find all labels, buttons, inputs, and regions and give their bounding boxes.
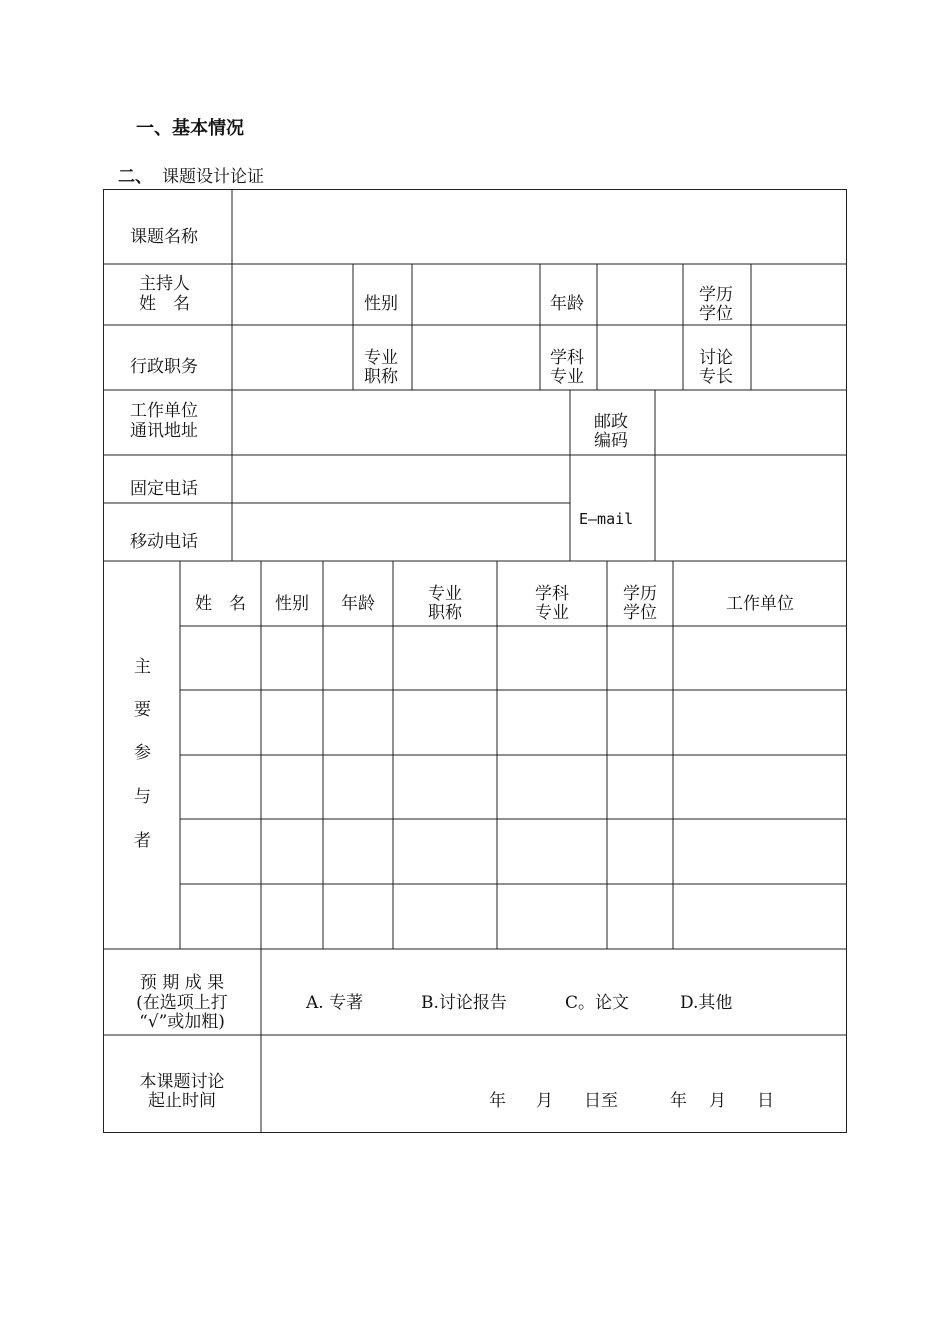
section-number: 二、 bbox=[118, 167, 152, 187]
col-header-major-line1: 学科 bbox=[535, 584, 569, 604]
side-label-char-3: 参 bbox=[134, 743, 151, 763]
period-end-year: 年 bbox=[670, 1091, 687, 1111]
period-start-month: 月 bbox=[536, 1091, 553, 1111]
section-title: 课题设计论证 bbox=[162, 167, 264, 187]
label-host-line2: 姓 名 bbox=[139, 294, 190, 314]
outcome-option-d[interactable]: D.其他 bbox=[680, 993, 733, 1013]
label-landline: 固定电话 bbox=[130, 479, 198, 499]
major-field[interactable] bbox=[600, 328, 680, 387]
application-form-table bbox=[103, 189, 847, 1133]
label-research-line1: 讨论 bbox=[699, 348, 733, 368]
topic-name-field[interactable] bbox=[235, 192, 843, 261]
landline-field[interactable] bbox=[235, 458, 567, 500]
label-postcode-line2: 编码 bbox=[594, 431, 628, 451]
outcome-option-c[interactable]: C。论文 bbox=[565, 993, 630, 1013]
label-topic-name: 课题名称 bbox=[130, 227, 198, 247]
postcode-field[interactable] bbox=[658, 393, 843, 452]
side-label-char-2: 要 bbox=[134, 700, 151, 720]
side-label-char-5: 者 bbox=[134, 831, 151, 851]
col-header-age: 年龄 bbox=[341, 594, 375, 614]
col-header-gender: 性别 bbox=[275, 594, 309, 614]
label-major-line2: 专业 bbox=[550, 367, 584, 387]
col-header-major-line2: 专业 bbox=[535, 603, 569, 623]
section-heading-basic-info: 一、基本情况 bbox=[136, 118, 244, 139]
period-start-year: 年 bbox=[489, 1091, 506, 1111]
label-email: E—mail bbox=[579, 510, 634, 528]
address-field[interactable] bbox=[235, 393, 567, 452]
col-header-edu-line2: 学位 bbox=[623, 603, 657, 623]
col-header-edu-line1: 学历 bbox=[623, 584, 657, 604]
label-postcode-line1: 邮政 bbox=[594, 412, 628, 432]
label-admin-post: 行政职务 bbox=[130, 357, 198, 377]
label-unit-line1: 工作单位 bbox=[130, 401, 198, 421]
label-age: 年龄 bbox=[550, 294, 584, 314]
label-mobile: 移动电话 bbox=[130, 532, 198, 552]
period-label-line2: 起止时间 bbox=[148, 1091, 216, 1111]
col-header-unit: 工作单位 bbox=[726, 594, 794, 614]
email-field[interactable] bbox=[658, 458, 843, 558]
admin-post-field[interactable] bbox=[235, 328, 350, 387]
outcomes-label-line3: “√”或加粗) bbox=[139, 1012, 225, 1032]
host-edu-field[interactable] bbox=[754, 267, 843, 322]
label-title-line2: 职称 bbox=[364, 367, 398, 387]
col-header-title-line1: 专业 bbox=[428, 584, 462, 604]
outcome-option-a[interactable]: A. 专著 bbox=[306, 993, 364, 1013]
period-end-month: 月 bbox=[709, 1091, 726, 1111]
period-end-day: 日 bbox=[757, 1091, 774, 1111]
mobile-field[interactable] bbox=[235, 506, 567, 558]
label-research-line2: 专长 bbox=[699, 367, 733, 387]
host-name-field[interactable] bbox=[235, 267, 350, 322]
label-major-line1: 学科 bbox=[550, 348, 584, 368]
side-label-char-4: 与 bbox=[134, 787, 151, 807]
research-field[interactable] bbox=[754, 328, 843, 387]
period-label-line1: 本课题讨论 bbox=[139, 1072, 225, 1092]
label-edu-line1: 学历 bbox=[699, 285, 733, 305]
host-age-field[interactable] bbox=[600, 267, 680, 322]
col-header-name: 姓 名 bbox=[195, 594, 246, 614]
col-header-title-line2: 职称 bbox=[428, 603, 462, 623]
label-host-line1: 主持人 bbox=[139, 274, 190, 294]
outcomes-label-line2: (在选项上打 bbox=[136, 993, 228, 1013]
label-gender: 性别 bbox=[364, 294, 398, 314]
period-start-day-to: 日至 bbox=[584, 1091, 618, 1111]
host-gender-field[interactable] bbox=[415, 267, 537, 322]
pro-title-field[interactable] bbox=[415, 328, 537, 387]
label-title-line1: 专业 bbox=[364, 348, 398, 368]
side-label-char-1: 主 bbox=[134, 657, 151, 677]
label-unit-line2: 通讯地址 bbox=[130, 421, 198, 441]
section-heading-design bbox=[118, 162, 264, 187]
outcome-option-b[interactable]: B.讨论报告 bbox=[421, 993, 507, 1013]
label-edu-line2: 学位 bbox=[699, 304, 733, 324]
outcomes-label-line1: 预 期 成 果 bbox=[139, 973, 225, 993]
